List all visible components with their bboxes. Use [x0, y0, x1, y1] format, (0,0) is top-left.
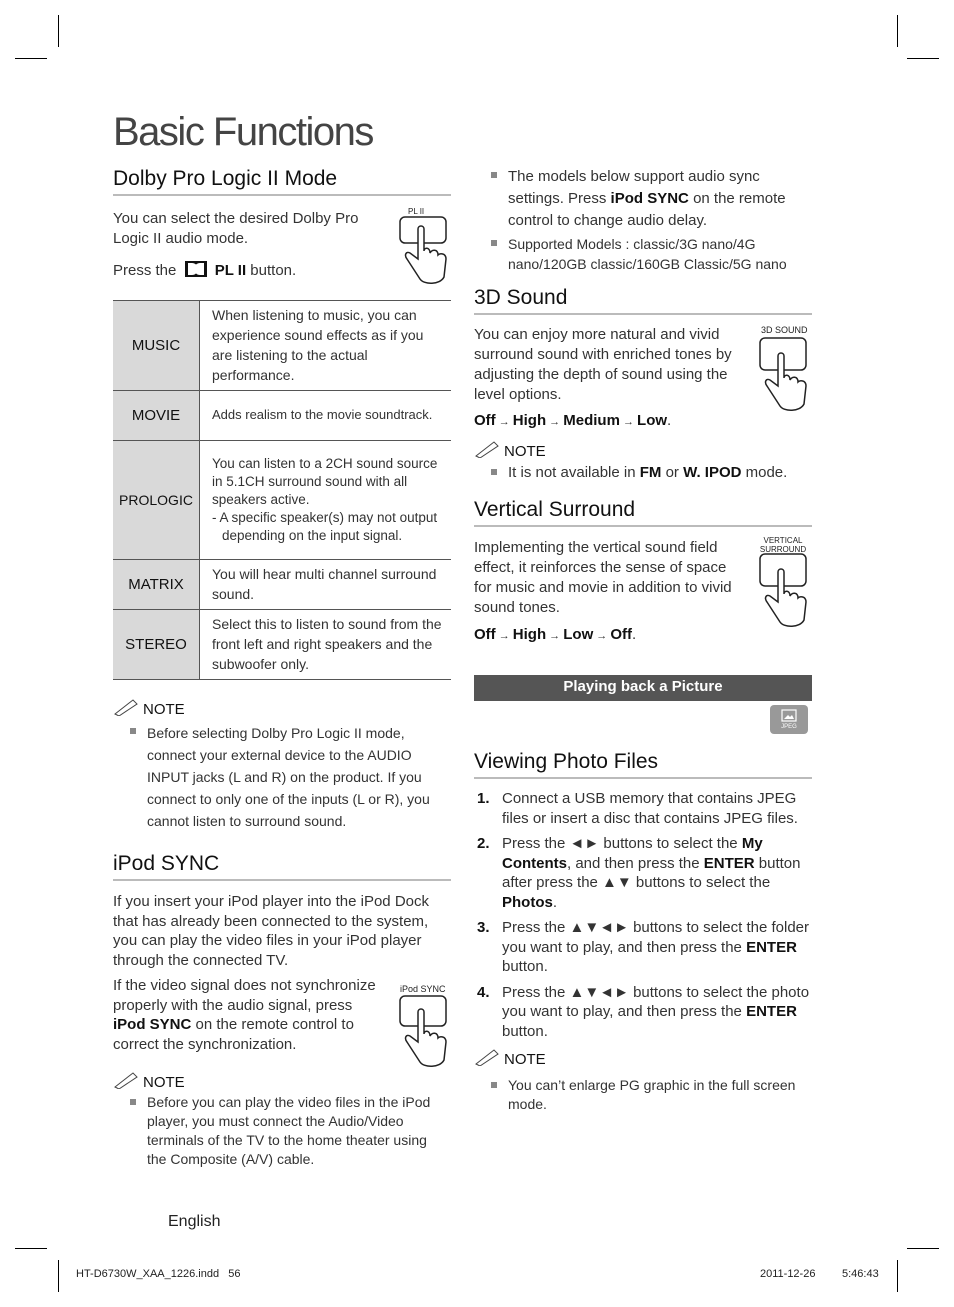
photo-steps [474, 789, 812, 1047]
bullet-item [488, 166, 808, 232]
vertical-text: Implementing the vertical sound field effect, it reinforces the sense of space for music and movie in addition to vivid sound tones. [474, 539, 732, 616]
mode-desc: Adds realism to the movie soundtrack. [200, 391, 452, 441]
n-b2: W. IPOD [683, 464, 742, 481]
step-text: . [552, 893, 558, 911]
crop-mark [58, 1260, 59, 1292]
dolby-modes-table [113, 300, 451, 680]
mode-name: MUSIC [113, 301, 200, 391]
remote-hand-icon [396, 984, 452, 1072]
arrow-right-icon: → [593, 630, 611, 642]
footer-file: HT-D6730W_XAA_1226.indd 56 [76, 1268, 241, 1280]
pencil-icon [113, 698, 139, 720]
note-item: Before you can play the video files in the iPod player, you must connect the Audio/Video terminals of the TV to the home theater using the Composite (A/V) cable. [127, 1093, 449, 1169]
remote-label-line: SURROUND [759, 545, 807, 554]
step-item [474, 834, 812, 912]
b1-bold: iPod SYNC [610, 190, 689, 207]
remote-hand-icon [756, 536, 812, 632]
photo-note-list [488, 1076, 810, 1114]
step-number: 4. [477, 983, 490, 1001]
crop-mark [58, 15, 59, 47]
note-label: NOTE [143, 1073, 185, 1091]
sound3d-note-list [488, 463, 808, 483]
step-item [474, 918, 812, 977]
mode-desc-sub: - A specific speaker(s) may not output depending on the input signal. [212, 509, 438, 543]
b1-pre: The models below support audio sync settings. Press [508, 168, 760, 207]
n-pre: It is not available in [508, 464, 636, 481]
table-row [113, 610, 451, 680]
sound3d-heading: 3D Sound [474, 286, 812, 315]
step-bold: ENTER [746, 938, 797, 956]
seq-end: . [632, 626, 637, 643]
press-pre: Press the [113, 262, 177, 279]
step-text: Connect a USB memory that contains JPEG files or insert a disc that contains JPEG files. [502, 790, 798, 827]
remote-label-line: VERTICAL [763, 536, 803, 545]
bullet-item: Supported Models : classic/3G nano/4G nano/120GB classic/160GB Classic/5G nano [488, 234, 808, 274]
step-item [474, 789, 812, 828]
dolby-heading: Dolby Pro Logic II Mode [113, 167, 451, 196]
crop-mark [907, 58, 939, 59]
step-bold: Photos [502, 893, 553, 911]
jpeg-label: JPEG [781, 724, 797, 730]
footer-time: 5:46:43 [842, 1268, 879, 1280]
step-text: Press the ▲▼◄► buttons to select the photo you want to play, and then press the [502, 983, 810, 1020]
pencil-icon [113, 1071, 139, 1093]
p2-bold: iPod SYNC [113, 1016, 192, 1033]
sound3d-note-head [474, 440, 546, 462]
ipod-note-list [127, 1093, 449, 1169]
step-number: 2. [477, 835, 490, 852]
mode-desc: Select this to listen to sound from the front left and right speakers and the subwoofer only. [200, 610, 452, 680]
remote-label: 3D SOUND [761, 325, 808, 335]
pencil-icon [474, 440, 500, 462]
arrow-right-icon: → [495, 416, 513, 428]
step-number: 3. [477, 919, 490, 936]
step-item [474, 983, 812, 1042]
n-b1: FM [639, 464, 662, 481]
b1-post: on the remote control to change audio delay. [508, 190, 786, 229]
p2-pre: If the video signal does not synchronize properly with the audio signal, press [113, 977, 376, 1014]
dolby-note-list [127, 722, 437, 832]
step-bold: My Contents [502, 835, 763, 872]
n-mid: or [665, 464, 679, 481]
step-number: 1. [477, 790, 490, 807]
arrow-right-icon: → [546, 630, 564, 642]
crop-mark [15, 58, 47, 59]
note-item: You can’t enlarge PG graphic in the full screen mode. [488, 1076, 810, 1114]
seq-item: High [512, 412, 547, 429]
mode-desc: When listening to music, you can experience sound effects as if you are listening to the actual performance. [200, 301, 452, 391]
photo-note-head [474, 1048, 546, 1070]
press-post: button. [250, 262, 297, 279]
note-item: Before selecting Dolby Pro Logic II mode, connect your external device to the AUDIO INPUT jacks (L and R) on the product. If you connect to only one of the inputs (L or R), you cannot listen to surround sound. [127, 722, 437, 832]
step-text: , and then press the [567, 854, 700, 872]
dolby-intro: You can select the desired Dolby Pro Logic II audio mode. [113, 210, 359, 247]
sync-bullets [488, 166, 808, 274]
vertical-heading: Vertical Surround [474, 498, 812, 527]
step-text: button. [502, 958, 548, 975]
seq-item: Off [474, 412, 496, 429]
step-bold: ENTER [703, 854, 755, 872]
note-label: NOTE [143, 700, 185, 718]
mode-desc [200, 441, 452, 560]
remote-label: iPod SYNC [400, 984, 446, 994]
dolby-press-line [113, 261, 393, 283]
sound3d-text: You can enjoy more natural and vivid surround sound with enriched tones by adjusting the depth of sound using the level options. [474, 326, 732, 403]
p2-post: on the remote control to correct the synchronization. [113, 1016, 354, 1053]
n-post: mode. [745, 464, 788, 481]
mode-name: MOVIE [113, 391, 200, 441]
step-text: Press the ▲▼◄► buttons to select the folder you want to play, and then press the [502, 919, 810, 956]
dolby-logo-icon [185, 261, 207, 283]
section-banner: Playing back a Picture [474, 675, 812, 701]
table-row [113, 301, 451, 391]
seq-item: Off [474, 626, 496, 643]
seq-end: . [667, 412, 672, 429]
remote-hand-icon [396, 207, 452, 287]
mode-desc: You will hear multi channel surround sound. [200, 560, 452, 610]
ipod-note-head [113, 1071, 185, 1093]
photo-heading: Viewing Photo Files [474, 750, 812, 779]
pencil-icon [474, 1048, 500, 1070]
seq-item: High [512, 626, 547, 643]
crop-mark [897, 1260, 898, 1292]
mode-name: STEREO [113, 610, 200, 680]
dolby-note-head [113, 698, 185, 720]
note-item [488, 463, 808, 483]
remote-label [756, 536, 810, 554]
step-text: Press the ◄► buttons to select the [502, 835, 738, 852]
step-text: button. [502, 1022, 548, 1040]
vertical-sequence [474, 625, 636, 646]
note-label: NOTE [504, 442, 546, 460]
sound3d-sequence [474, 411, 671, 432]
jpeg-badge [770, 705, 808, 734]
seq-item: Low [637, 412, 668, 429]
remote-label: PL II [408, 207, 425, 216]
press-button-name: PL II [214, 262, 247, 279]
note-label: NOTE [504, 1050, 546, 1068]
crop-mark [907, 1248, 939, 1249]
footer-language: English [168, 1213, 221, 1230]
seq-item: Medium [563, 412, 620, 429]
remote-hand-icon [756, 324, 812, 416]
mode-desc-main: You can listen to a 2CH sound source in 5.1CH surround sound with all speakers active. [212, 455, 438, 507]
ipod-paragraph-2 [113, 976, 388, 1054]
seq-item: Low [563, 626, 594, 643]
mode-name: PROLOGIC [113, 441, 200, 560]
ipod-heading: iPod SYNC [113, 852, 451, 881]
table-row [113, 391, 451, 441]
crop-mark [15, 1248, 47, 1249]
arrow-right-icon: → [495, 630, 513, 642]
crop-mark [897, 15, 898, 47]
arrow-right-icon: → [546, 416, 564, 428]
arrow-right-icon: → [619, 416, 638, 428]
seq-item: Off [610, 626, 633, 643]
step-text: button after press the ▲▼ buttons to select the [502, 854, 801, 891]
photo-icon [781, 709, 797, 722]
mode-name: MATRIX [113, 560, 200, 610]
table-row [113, 441, 451, 560]
table-row [113, 560, 451, 610]
page-title: Basic Functions [113, 110, 373, 154]
ipod-paragraph-1: If you insert your iPod player into the iPod Dock that has already been connected to the system, you can play the video files in your iPod player through the connected TV. [113, 893, 429, 969]
step-bold: ENTER [746, 1003, 797, 1020]
footer-date: 2011-12-26 [760, 1268, 816, 1280]
